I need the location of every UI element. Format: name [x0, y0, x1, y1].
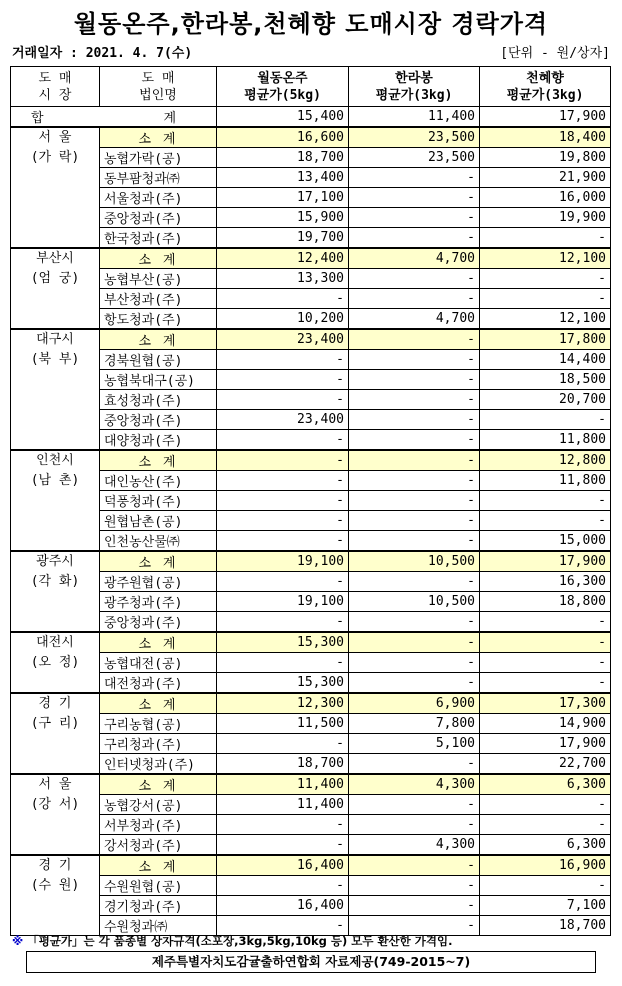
price-cell: 12,100	[480, 309, 611, 330]
price-cell: 18,700	[217, 754, 349, 775]
header-col3: 천혜향 평균가(3kg)	[480, 67, 611, 107]
subtotal-row	[11, 450, 611, 471]
market-cell	[11, 248, 100, 329]
table-row	[11, 370, 611, 390]
header-row	[11, 67, 611, 107]
table-row	[11, 168, 611, 188]
subtotal-label: 소 계	[100, 693, 217, 714]
price-cell: 18,700	[217, 148, 349, 168]
subtotal-label: 소 계	[100, 329, 217, 350]
table-row	[11, 835, 611, 856]
market-name: 대구시	[36, 332, 74, 347]
header-corp: 도 매 법인명	[100, 67, 217, 107]
table-row	[11, 714, 611, 734]
trade-date: 거래일자 : 2021. 4. 7(수)	[12, 46, 193, 61]
price-cell: 4,300	[349, 835, 480, 856]
price-cell: -	[349, 754, 480, 775]
price-cell: 11,400	[217, 795, 349, 815]
table-row	[11, 430, 611, 451]
corp-name: 구리청과(주)	[100, 734, 217, 754]
price-cell: 16,000	[480, 188, 611, 208]
market-sub: (강 서)	[30, 797, 80, 812]
table-row	[11, 410, 611, 430]
price-cell: 23,500	[349, 148, 480, 168]
price-cell: -	[349, 673, 480, 694]
price-cell: 18,800	[480, 592, 611, 612]
corp-name: 수원원협(공)	[100, 876, 217, 896]
price-cell: -	[217, 350, 349, 370]
price-cell: 17,300	[480, 693, 611, 714]
corp-name: 대전청과(주)	[100, 673, 217, 694]
price-cell: 12,100	[480, 248, 611, 269]
market-cell	[11, 693, 100, 774]
table-row	[11, 188, 611, 208]
corp-name: 중앙청과(주)	[100, 410, 217, 430]
corp-name: 중앙청과(주)	[100, 612, 217, 633]
market-sub: (가 락)	[30, 150, 80, 165]
corp-name: 농협강서(공)	[100, 795, 217, 815]
table-row	[11, 734, 611, 754]
price-cell: 19,900	[480, 208, 611, 228]
corp-name: 농협북대구(공)	[100, 370, 217, 390]
price-cell: 4,700	[349, 309, 480, 330]
price-cell: 18,500	[480, 370, 611, 390]
table-row	[11, 876, 611, 896]
price-cell: -	[349, 390, 480, 410]
market-sub: (북 부)	[30, 352, 80, 367]
price-cell: -	[349, 289, 480, 309]
table-row	[11, 269, 611, 289]
price-cell: 6,300	[480, 774, 611, 795]
corp-name: 인천농산물㈜	[100, 531, 217, 552]
table-row	[11, 148, 611, 168]
price-cell: 18,400	[480, 127, 611, 148]
table-row	[11, 754, 611, 775]
market-name: 경 기	[38, 696, 72, 711]
corp-name: 경기청과(주)	[100, 896, 217, 916]
price-cell: -	[217, 511, 349, 531]
table-row	[11, 896, 611, 916]
price-cell: 16,400	[217, 855, 349, 876]
header-col2: 한라봉 평균가(3kg)	[349, 67, 480, 107]
price-cell: -	[217, 916, 349, 936]
price-cell: 12,800	[480, 450, 611, 471]
corp-name: 인터넷청과(주)	[100, 754, 217, 775]
table-row	[11, 592, 611, 612]
price-cell: 16,900	[480, 855, 611, 876]
subtotal-label: 소 계	[100, 551, 217, 572]
price-cell: 23,400	[217, 410, 349, 430]
price-cell: 14,400	[480, 350, 611, 370]
price-cell: 22,700	[480, 754, 611, 775]
price-cell: -	[217, 815, 349, 835]
table-row	[11, 531, 611, 552]
market-sub: (남 촌)	[30, 473, 80, 488]
corp-name: 광주원협(공)	[100, 572, 217, 592]
price-cell: -	[217, 390, 349, 410]
price-cell: -	[480, 269, 611, 289]
price-cell: -	[217, 430, 349, 451]
subtotal-row	[11, 329, 611, 350]
table-row	[11, 350, 611, 370]
price-cell: -	[349, 188, 480, 208]
corp-name: 서부청과(주)	[100, 815, 217, 835]
subtotal-label: 소 계	[100, 632, 217, 653]
price-cell: 19,100	[217, 592, 349, 612]
market-cell	[11, 551, 100, 632]
corp-name: 경북원협(공)	[100, 350, 217, 370]
price-cell: 10,500	[349, 592, 480, 612]
market-cell	[11, 774, 100, 855]
price-cell: -	[480, 876, 611, 896]
total-label: 합 계	[11, 107, 217, 128]
price-cell: -	[349, 896, 480, 916]
subtotal-label: 소 계	[100, 855, 217, 876]
price-cell: -	[480, 653, 611, 673]
price-cell: 11,500	[217, 714, 349, 734]
table-row	[11, 815, 611, 835]
market-cell	[11, 855, 100, 936]
price-cell: -	[217, 450, 349, 471]
market-name: 서 울	[38, 130, 72, 145]
price-cell: 19,100	[217, 551, 349, 572]
header-market: 도 매 시 장	[11, 67, 100, 107]
price-cell: 23,400	[217, 329, 349, 350]
price-cell: -	[480, 410, 611, 430]
total-value-1: 15,400	[217, 107, 349, 128]
subtotal-row	[11, 127, 611, 148]
price-cell: 17,900	[480, 551, 611, 572]
corp-name: 농협부산(공)	[100, 269, 217, 289]
corp-name: 대인농산(주)	[100, 471, 217, 491]
corp-name: 대양청과(주)	[100, 430, 217, 451]
price-cell: 11,800	[480, 430, 611, 451]
note-text: 「평균가」는 각 품종별 상자규격(소포장,3kg,5kg,10kg 등) 모두 환산한 가격임.	[27, 934, 453, 948]
price-cell: -	[349, 572, 480, 592]
table-row	[11, 228, 611, 249]
price-cell: -	[217, 531, 349, 552]
price-cell: 23,500	[349, 127, 480, 148]
corp-name: 중앙청과(주)	[100, 208, 217, 228]
price-cell: 17,900	[480, 734, 611, 754]
market-cell	[11, 450, 100, 551]
price-cell: -	[217, 491, 349, 511]
price-cell: 16,400	[217, 896, 349, 916]
price-cell: -	[217, 572, 349, 592]
price-cell: -	[217, 471, 349, 491]
price-cell: 10,200	[217, 309, 349, 330]
price-cell: -	[349, 228, 480, 249]
footnote	[12, 933, 452, 949]
price-cell: 12,400	[217, 248, 349, 269]
price-cell: -	[349, 350, 480, 370]
table-row	[11, 208, 611, 228]
corp-name: 농협가락(공)	[100, 148, 217, 168]
table-row	[11, 795, 611, 815]
price-cell: -	[217, 612, 349, 633]
subtotal-label: 소 계	[100, 450, 217, 471]
price-cell: 17,100	[217, 188, 349, 208]
corp-name: 수원청과㈜	[100, 916, 217, 936]
table-row	[11, 511, 611, 531]
price-cell: -	[480, 511, 611, 531]
price-cell: 13,400	[217, 168, 349, 188]
subtotal-row	[11, 632, 611, 653]
price-cell: 11,400	[217, 774, 349, 795]
market-sub: (엄 궁)	[30, 271, 80, 286]
subtotal-label: 소 계	[100, 248, 217, 269]
unit-label: [단위 - 원/상자]	[500, 46, 610, 61]
corp-name: 동부팜청과㈜	[100, 168, 217, 188]
price-cell: -	[480, 673, 611, 694]
price-cell: -	[349, 653, 480, 673]
header-col1: 월동온주 평균가(5kg)	[217, 67, 349, 107]
price-cell: 15,300	[217, 632, 349, 653]
price-table	[10, 66, 611, 936]
price-cell: -	[349, 491, 480, 511]
price-cell: -	[349, 410, 480, 430]
page-title: 월동온주,한라봉,천혜향 도매시장 경락가격	[73, 10, 549, 38]
price-cell: -	[217, 835, 349, 856]
price-cell: 15,000	[480, 531, 611, 552]
price-cell: 14,900	[480, 714, 611, 734]
market-name: 광주시	[36, 554, 74, 569]
market-cell	[11, 632, 100, 693]
corp-name: 부산청과(주)	[100, 289, 217, 309]
table-row	[11, 612, 611, 633]
price-cell: -	[217, 370, 349, 390]
subtotal-row	[11, 774, 611, 795]
price-cell: -	[217, 876, 349, 896]
price-cell: 7,800	[349, 714, 480, 734]
total-value-3: 17,900	[480, 107, 611, 128]
price-cell: -	[480, 289, 611, 309]
price-cell: -	[217, 734, 349, 754]
price-cell: 4,700	[349, 248, 480, 269]
table-row	[11, 390, 611, 410]
price-cell: 13,300	[217, 269, 349, 289]
subtotal-label: 소 계	[100, 127, 217, 148]
price-cell: -	[349, 471, 480, 491]
price-cell: -	[217, 653, 349, 673]
corp-name: 한국청과(주)	[100, 228, 217, 249]
total-value-2: 11,400	[349, 107, 480, 128]
price-cell: -	[349, 450, 480, 471]
price-cell: 20,700	[480, 390, 611, 410]
price-cell: -	[480, 815, 611, 835]
price-cell: 16,600	[217, 127, 349, 148]
price-cell: 16,300	[480, 572, 611, 592]
table-row	[11, 653, 611, 673]
price-cell: -	[349, 795, 480, 815]
price-cell: -	[349, 370, 480, 390]
note-mark: ※	[12, 934, 24, 948]
corp-name: 덕풍청과(주)	[100, 491, 217, 511]
table-row	[11, 289, 611, 309]
table-row	[11, 309, 611, 330]
table-row	[11, 471, 611, 491]
price-cell: 6,900	[349, 693, 480, 714]
price-cell: -	[217, 289, 349, 309]
price-cell: 19,800	[480, 148, 611, 168]
corp-name: 효성청과(주)	[100, 390, 217, 410]
price-cell: 15,900	[217, 208, 349, 228]
source-credit: 제주특별자치도감귤출하연합회 자료제공(749-2015~7)	[26, 951, 596, 973]
table-row	[11, 673, 611, 694]
market-name: 대전시	[36, 635, 74, 650]
subtotal-row	[11, 693, 611, 714]
price-cell: 19,700	[217, 228, 349, 249]
subtotal-row	[11, 248, 611, 269]
price-cell: -	[349, 168, 480, 188]
corp-name: 항도청과(주)	[100, 309, 217, 330]
price-cell: -	[480, 612, 611, 633]
price-cell: -	[480, 491, 611, 511]
table-row	[11, 572, 611, 592]
price-cell: -	[349, 430, 480, 451]
corp-name: 서울청과(주)	[100, 188, 217, 208]
corp-name: 원협남촌(공)	[100, 511, 217, 531]
market-cell	[11, 127, 100, 248]
subtotal-label: 소 계	[100, 774, 217, 795]
price-cell: 21,900	[480, 168, 611, 188]
price-cell: -	[349, 815, 480, 835]
price-cell: -	[349, 876, 480, 896]
price-cell: 11,800	[480, 471, 611, 491]
price-cell: -	[349, 511, 480, 531]
market-sub: (수 원)	[30, 878, 80, 893]
price-cell: -	[349, 208, 480, 228]
price-cell: -	[480, 228, 611, 249]
price-cell: -	[480, 795, 611, 815]
corp-name: 농협대전(공)	[100, 653, 217, 673]
price-cell: 12,300	[217, 693, 349, 714]
price-cell: -	[349, 632, 480, 653]
price-cell: 10,500	[349, 551, 480, 572]
price-cell: 4,300	[349, 774, 480, 795]
corp-name: 광주청과(주)	[100, 592, 217, 612]
price-cell: 18,700	[480, 916, 611, 936]
price-cell: -	[349, 531, 480, 552]
price-cell: 5,100	[349, 734, 480, 754]
market-name: 경 기	[38, 858, 72, 873]
price-cell: 17,800	[480, 329, 611, 350]
market-name: 부산시	[36, 251, 74, 266]
corp-name: 강서청과(주)	[100, 835, 217, 856]
price-cell: 6,300	[480, 835, 611, 856]
market-sub: (각 화)	[30, 574, 80, 589]
table-row	[11, 491, 611, 511]
market-name: 인천시	[36, 453, 74, 468]
price-cell: -	[349, 269, 480, 289]
price-cell: -	[349, 612, 480, 633]
price-cell: -	[349, 916, 480, 936]
price-cell: -	[480, 632, 611, 653]
price-cell: -	[349, 855, 480, 876]
subtotal-row	[11, 551, 611, 572]
corp-name: 구리농협(공)	[100, 714, 217, 734]
price-cell: 15,300	[217, 673, 349, 694]
market-sub: (구 리)	[30, 716, 80, 731]
market-cell	[11, 329, 100, 450]
total-row	[11, 107, 611, 128]
subtotal-row	[11, 855, 611, 876]
price-cell: 7,100	[480, 896, 611, 916]
market-sub: (오 정)	[30, 655, 80, 670]
price-cell: -	[349, 329, 480, 350]
market-name: 서 울	[38, 777, 72, 792]
